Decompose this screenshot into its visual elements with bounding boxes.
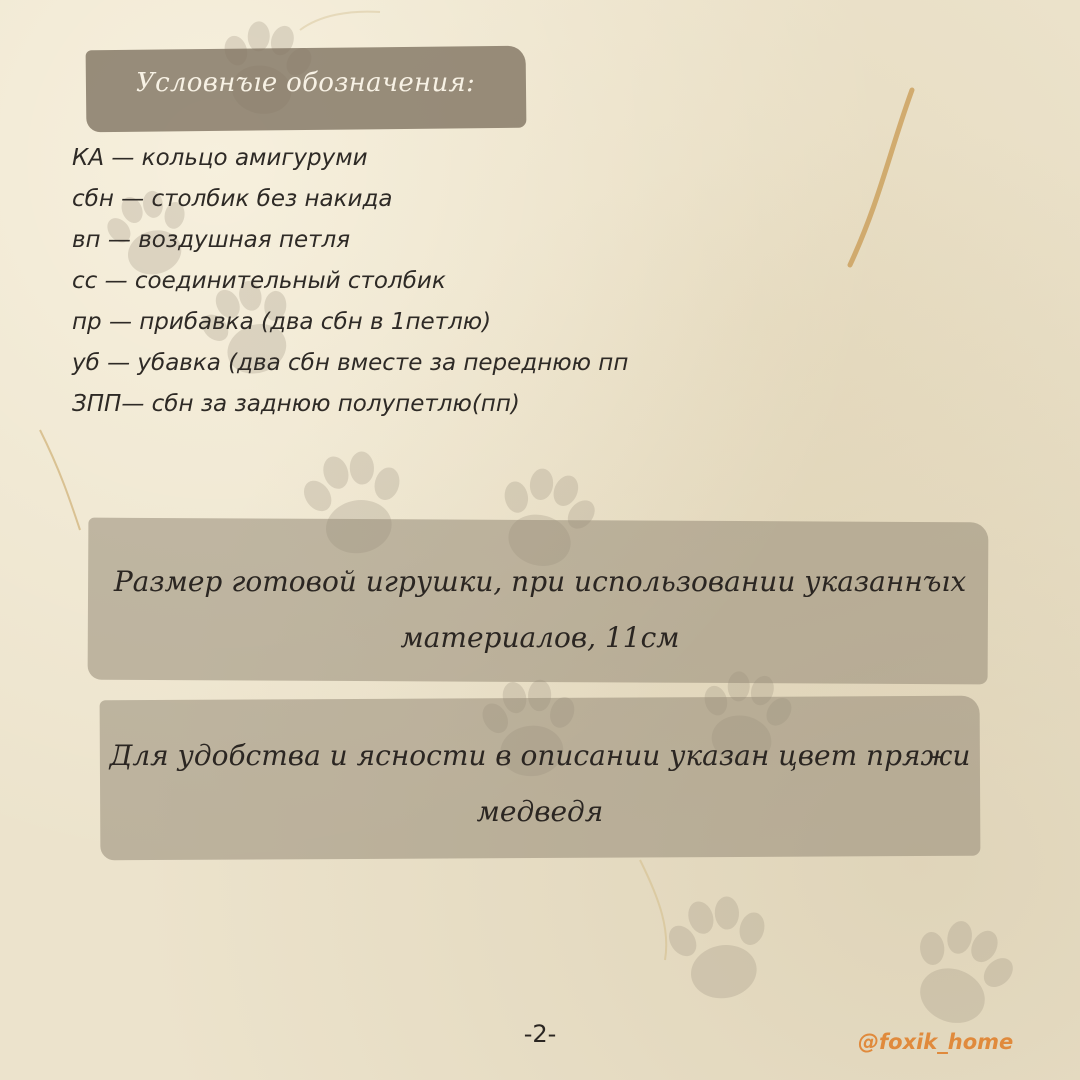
author-handle: @foxik_home bbox=[858, 1030, 1014, 1054]
legend-item: ЗПП— сбн за заднюю полупетлю(пп) bbox=[72, 391, 520, 417]
legend-title: Условнъıе обозначения: bbox=[136, 68, 476, 98]
legend-item: уб — убавка (два сбн вместе за переднюю пп bbox=[72, 350, 629, 376]
legend-item: КА — кольцо амигуруми bbox=[72, 145, 368, 171]
legend-item: сбн — столбик без накида bbox=[72, 186, 393, 212]
page-number: -2- bbox=[523, 1020, 557, 1048]
legend-item: сс — соединительный столбик bbox=[72, 268, 446, 294]
yarn-color-note: Для удобства и ясности в описании указан цвет пряжи медведя bbox=[109, 739, 971, 828]
abbreviation-legend bbox=[72, 138, 772, 425]
legend-item: вп — воздушная петля bbox=[72, 227, 351, 253]
toy-size-text: Размер готовой игрушки, при использовании указаннъıх материалов, 11см bbox=[113, 565, 967, 654]
legend-item: пр — прибавка (два сбн в 1петлю) bbox=[72, 309, 492, 335]
